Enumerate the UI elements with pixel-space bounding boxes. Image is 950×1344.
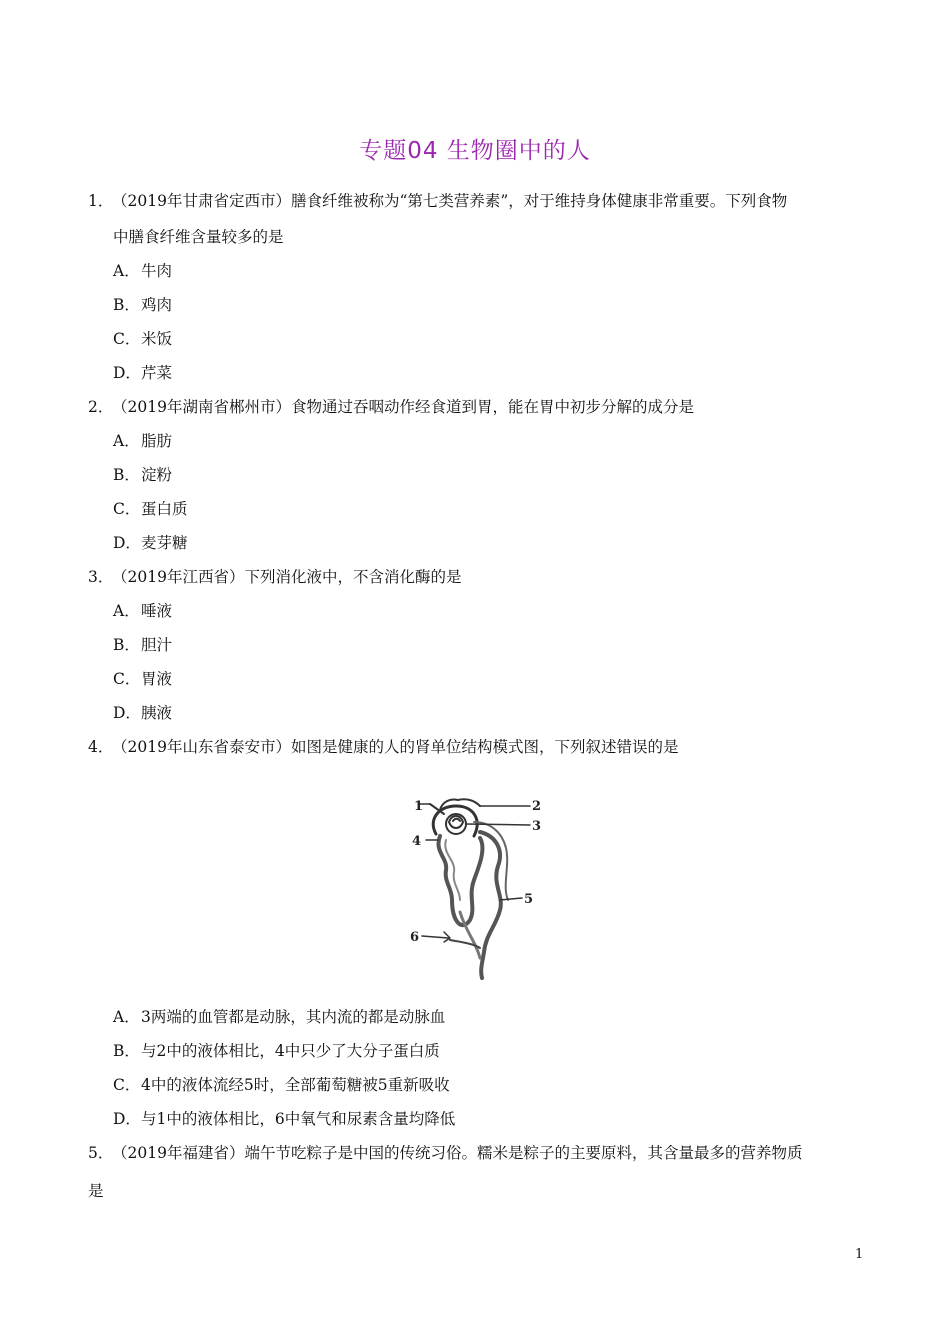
question-5-stem-cont: 是 [88, 1182, 104, 1200]
figure-label-3: 3 [532, 819, 542, 834]
option-letter: D． [113, 704, 141, 722]
option-text: 唾液 [141, 602, 173, 620]
figure-label-5: 5 [524, 892, 534, 907]
question-4-stem [88, 730, 863, 764]
question-text: （2019年山东省泰安市）如图是健康的人的肾单位结构模式图，下列叙述错误的是 [112, 738, 679, 756]
option-text: 麦芽糖 [141, 534, 188, 552]
option-b [113, 1034, 440, 1068]
option-letter: A． [113, 602, 140, 620]
figure-label-2: 2 [532, 799, 542, 814]
option-text: 与2中的液体相比，4中只少了大分子蛋白质 [141, 1042, 440, 1060]
option-letter: B． [113, 296, 140, 314]
figure-label-6: 6 [410, 930, 420, 945]
figure-label-4: 4 [412, 834, 422, 849]
page-number: 1 [855, 1247, 864, 1262]
option-b [113, 458, 172, 492]
question-5-stem [88, 1136, 863, 1170]
question-text: （2019年湖南省郴州市）食物通过吞咽动作经食道到胃，能在胃中初步分解的成分是 [112, 398, 694, 416]
option-text: 3两端的血管都是动脉，其内流的都是动脉血 [141, 1008, 446, 1026]
nephron-diagram [400, 792, 550, 980]
option-text: 淀粉 [141, 466, 173, 484]
option-letter: B． [113, 466, 140, 484]
question-number: 5． [88, 1144, 114, 1162]
page-title: 专题04 生物圈中的人 [359, 138, 591, 164]
option-text: 米饭 [141, 330, 173, 348]
option-letter: B． [113, 636, 140, 654]
option-d [113, 1102, 455, 1136]
option-letter: A． [113, 1008, 140, 1026]
option-b [113, 288, 172, 322]
option-a [113, 594, 172, 628]
option-letter: D． [113, 364, 141, 382]
option-letter: C． [113, 670, 141, 688]
option-text: 蛋白质 [141, 500, 188, 518]
option-a [113, 424, 172, 458]
option-text: 胃液 [141, 670, 173, 688]
option-a [113, 1000, 445, 1034]
option-letter: B． [113, 1042, 140, 1060]
option-letter: C． [113, 330, 141, 348]
option-text: 胆汁 [141, 636, 173, 654]
option-letter: A． [113, 432, 140, 450]
option-d [113, 526, 188, 560]
question-number: 1． [88, 192, 114, 210]
option-letter: C． [113, 500, 141, 518]
option-a [113, 254, 172, 288]
nephron-diagram-svg [400, 792, 550, 980]
option-text: 脂肪 [141, 432, 173, 450]
option-c [113, 492, 188, 526]
option-letter: A． [113, 262, 140, 280]
option-b [113, 628, 172, 662]
question-number: 3． [88, 568, 114, 586]
option-text: 胰液 [141, 704, 173, 722]
question-number: 2． [88, 398, 114, 416]
question-text: （2019年福建省）端午节吃粽子是中国的传统习俗。糯米是粽子的主要原料，其含量最多的营养物质 [112, 1144, 803, 1162]
option-text: 与1中的液体相比，6中氧气和尿素含量均降低 [141, 1110, 456, 1128]
figure-label-1: 1 [414, 799, 424, 814]
question-2-stem [88, 390, 863, 424]
option-d [113, 356, 172, 390]
question-text: （2019年江西省）下列消化液中，不含消化酶的是 [112, 568, 462, 586]
option-letter: C． [113, 1076, 141, 1094]
question-text: （2019年甘肃省定西市）膳食纤维被称为“第七类营养素”，对于维持身体健康非常重要。下列食物 [112, 192, 788, 210]
question-1-stem-cont: 中膳食纤维含量较多的是 [113, 228, 284, 246]
option-c [113, 322, 172, 356]
option-text: 芹菜 [141, 364, 173, 382]
option-c [113, 662, 172, 696]
option-d [113, 696, 172, 730]
question-1-stem [88, 184, 863, 218]
option-letter: D． [113, 534, 141, 552]
option-text: 4中的液体流经5时，全部葡萄糖被5重新吸收 [141, 1076, 450, 1094]
option-text: 鸡肉 [141, 296, 173, 314]
question-number: 4． [88, 738, 114, 756]
option-letter: D． [113, 1110, 141, 1128]
option-text: 牛肉 [141, 262, 173, 280]
option-c [113, 1068, 450, 1102]
question-3-stem [88, 560, 863, 594]
